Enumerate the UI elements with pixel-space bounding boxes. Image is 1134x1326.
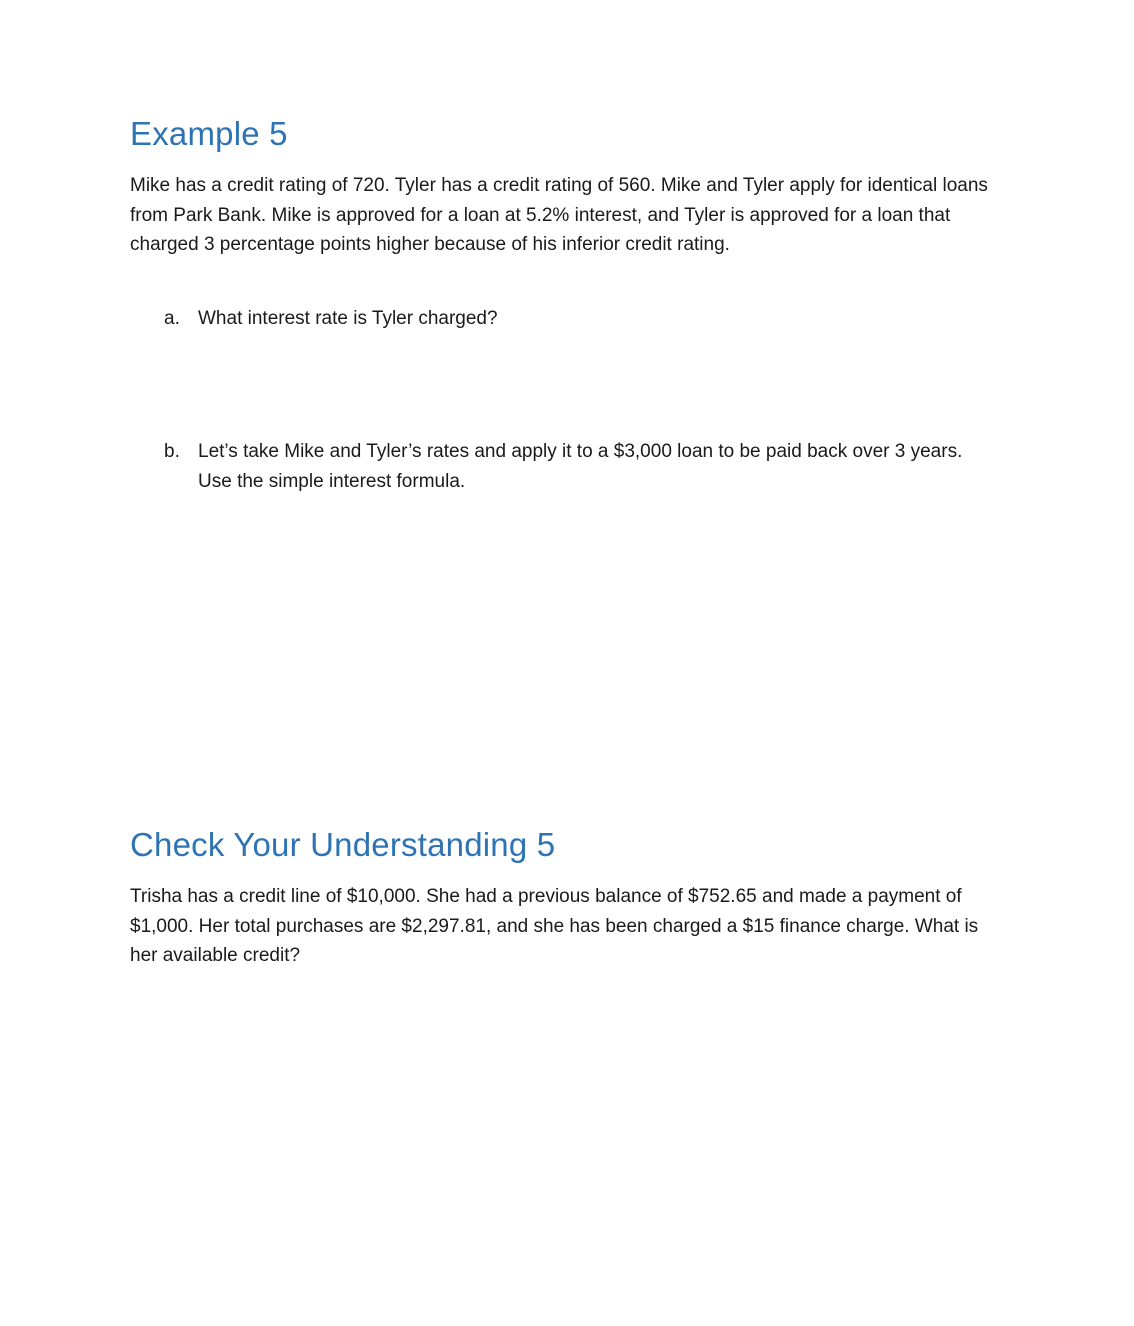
question-a-text: What interest rate is Tyler charged? [198, 308, 498, 329]
check-heading: Check Your Understanding 5 [130, 826, 556, 863]
example-body: Mike has a credit rating of 720. Tyler has a credit rating of 560. Mike and Tyler apply for identical loans from Park Bank. Mike is approved for a loan at 5.2% interest, and Tyler is approved for a loan that charged 3 percentage points higher because of his inferior credit rating. [130, 175, 988, 255]
example-heading: Example 5 [130, 115, 288, 152]
question-b-marker: b. [164, 441, 180, 462]
question-a-marker: a. [164, 308, 180, 329]
check-body: Trisha has a credit line of $10,000. She had a previous balance of $752.65 and made a payment of $1,000. Her total purchases are $2,297.81, and she has been charged a $15 finance charge. What is her available credit? [130, 886, 979, 966]
question-b [164, 437, 984, 496]
question-b-text: Let’s take Mike and Tyler’s rates and apply it to a $3,000 loan to be paid back over 3 years. Use the simple interest formula. [198, 441, 963, 492]
question-a [164, 304, 984, 334]
